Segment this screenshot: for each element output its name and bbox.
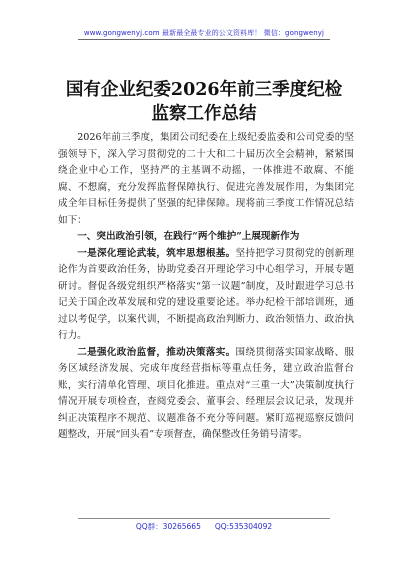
paragraph-2 <box>58 345 354 444</box>
footer-divider <box>78 518 330 519</box>
paragraph-2-lead: 二是强化政治监督，推动决策落实。 <box>77 346 236 358</box>
section-heading: 一、突出政治引领，在践行“两个维护”上展现新作为 <box>77 231 300 242</box>
document-body <box>58 130 354 444</box>
paragraph-1 <box>58 246 354 345</box>
document-title: 国有企业纪委2026年前三季度纪检监察工作总结 <box>65 80 343 124</box>
header-banner: www.gongwenyj.com 最新最全最专业的公文资料库！ 微信：gongwenyj <box>83 29 325 37</box>
header-divider <box>78 39 330 40</box>
qq-group: QQ群：30265665 <box>135 522 201 531</box>
paragraph-1-body: 坚持把学习贯彻党的创新理论作为首要政治任务，协助党委召开理论学习中心组学习，开展专题研讨。督促各级党组织严格落实“第一议题”制度，及时跟进学习总书记关于国企改革发展和党的建设重要论述。举办纪检干部培训班，通过以考促学，以案代训，不断提高政治判断力、政治领悟力、政治执行力。 <box>58 247 355 341</box>
paragraph-1-lead: 一是深化理论武装，筑牢思想根基。 <box>77 247 236 259</box>
intro-paragraph: 2026年前三季度，集团公司纪委在上级纪委监委和公司党委的坚强领导下，深入学习贯彻党的二十大和二十届历次全会精神，紧紧围绕企业中心工作，坚持严的主基调不动摇，一体推进不敢腐、不能腐、不想腐，充分发挥监督保障执行、促进完善发展作用，为集团完成全年目标任务提供了坚强的纪律保障。现将前三季度工作情况总结如下： <box>58 132 354 226</box>
qq-number: QQ:535304092 <box>214 522 273 531</box>
paragraph-2-body: 围绕贯彻落实国家战略、服务区域经济发展、完成年度经营指标等重点任务，建立政治监督台账，实行清单化管理、项目化推进。重点对“三重一大”决策制度执行情况开展专项检查，查阅党委会、董事会、经理层会议记录，发现并纠正决策程序不规范、议题准备不充分等问题。紧盯巡视巡察反馈问题整改，开展“回头看”专项督查，确保整改任务销号清零。 <box>58 346 355 440</box>
footer-contact <box>0 521 408 532</box>
